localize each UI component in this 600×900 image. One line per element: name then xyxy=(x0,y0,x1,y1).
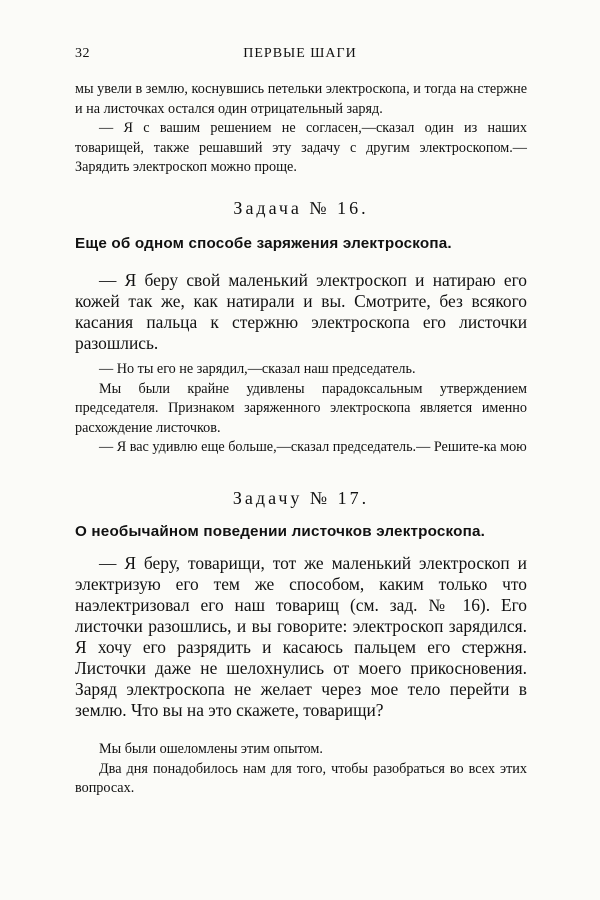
task-16-subtitle: Еще об одном способе заряжения электроскопа. xyxy=(75,235,452,252)
task-17-closing xyxy=(75,740,527,799)
opening-text xyxy=(75,80,527,178)
task-16-heading: Задача № 16. xyxy=(233,198,369,218)
task-17-heading: Задачу № 17. xyxy=(232,488,370,508)
paragraph: — Я вас удивлю еще больше,—сказал председатель.— Решите-ка мою xyxy=(99,439,527,455)
task-17-subtitle: О необычайном поведении листочков электроскопа. xyxy=(75,523,486,540)
quote-paragraph: — Я беру, товарищи, тот же маленький электроскоп и электризую его тем же способом, каким только что наэлектризовал его наш товарищ (см. зад. № 16). Его листочки разошлись, и вы говорите: электроскоп зарядился. Я хочу его разрядить и касаюсь пальцем его стержня. Листочки даже не шелохнулись от моего прикосновения. Заряд электроскопа не желает через мое тело перейти в землю. Что вы на это скажете, товарищи? xyxy=(75,553,527,720)
task-16-discussion xyxy=(75,360,527,458)
paragraph: мы увели в землю, коснувшись петельки электроскопа, и тогда на стержне и на листочках остался один отрицательный заряд. xyxy=(75,81,527,117)
task-16-quote xyxy=(75,270,527,354)
paragraph: Два дня понадобилось нам для того, чтобы разобраться во всех этих вопросах. xyxy=(75,760,527,796)
page-number: 32 xyxy=(75,46,90,61)
paragraph: Мы были ошеломлены этим опытом. xyxy=(99,741,323,757)
paragraph: Мы были крайне удивлены парадоксальным утверждением председателя. Признаком заряженного электроскопа является именно расхождение листочков. xyxy=(75,380,527,436)
paragraph: — Но ты его не зарядил,—сказал наш председатель. xyxy=(99,361,416,377)
task-17-quote xyxy=(75,553,527,721)
page-header xyxy=(75,46,525,68)
paragraph: — Я с вашим решением не согласен,—сказал один из наших товарищей, также решавший эту задачу с другим электроскопом.—Зарядить электроскоп можно проще. xyxy=(75,120,527,175)
running-title: ПЕРВЫЕ ШАГИ xyxy=(243,46,357,61)
quote-paragraph: — Я беру свой маленький электроскоп и натираю его кожей так же, как натирали и вы. Смотрите, без всякого касания пальца к стержню электроскопа его листочки разошлись. xyxy=(75,270,527,353)
